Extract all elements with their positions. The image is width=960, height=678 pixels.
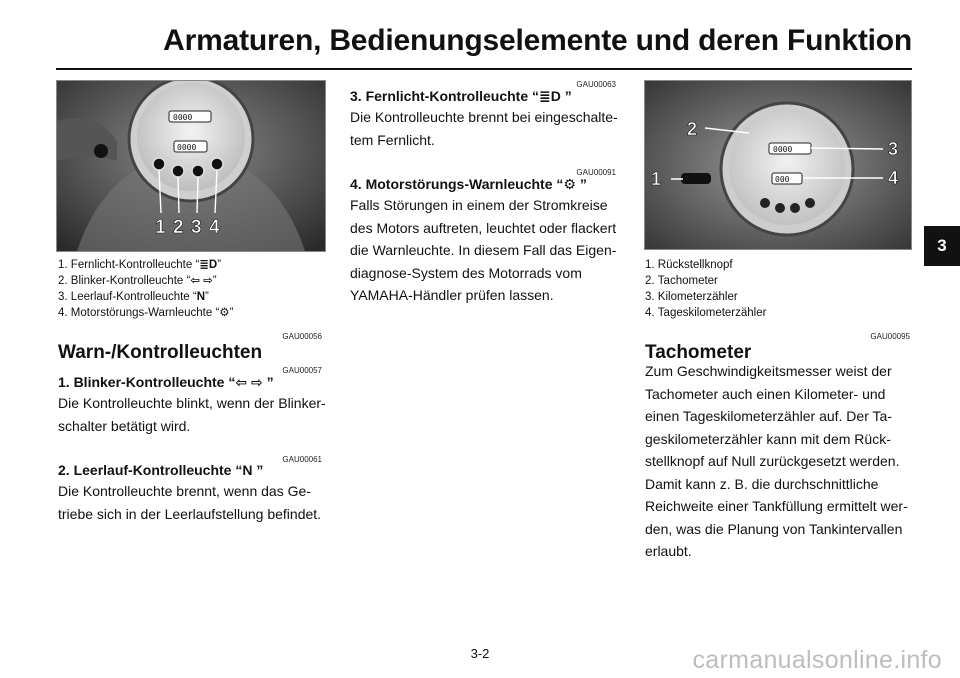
caption-item-1: 1. Fernlicht-Kontrolleuchte “≣D” <box>58 259 222 271</box>
caption-item-4: 4. Motorstörungs-Warnleuchte “⚙” <box>58 307 234 319</box>
doc-code: GAU00095 <box>870 332 910 341</box>
paragraph-engine-warning: Falls Störungen in einem der Stromkreise des Motors auftreten, leuchtet oder flackert die Warnleuchte. In diesem Fall das Eigen-diagnose-System des Motorrads vom YAMAHA-Händler prüfen lassen. <box>350 197 617 303</box>
turn-signal-icon: ⇦ ⇨ <box>235 374 263 390</box>
odometer-digits: 0000 <box>173 113 193 122</box>
left-caption-list <box>58 257 233 321</box>
neutral-symbol: N <box>196 291 206 303</box>
indicator-light-1 <box>153 158 165 170</box>
high-beam-icon: ≣D <box>539 88 561 104</box>
caption-item-3: 3. Kilometerzähler <box>645 291 738 303</box>
subheading-engine-warning: 4. Motorstörungs-Warnleuchte “⚙ ” <box>350 176 587 192</box>
callout-3: 3 <box>888 139 899 159</box>
caption-item-4: 4. Tageskilometerzähler <box>645 307 767 319</box>
paragraph-tachometer: Zum Geschwindigkeitsmesser weist der Tachometer auch einen Kilometer- und einen Tageskilometerzähler auf. Der Ta-geskilometerzähler kann mit dem Rück-stellknopf auf Null zurückgesetzt werden. Damit kann z. B. die durchschnittliche Reichweite einer Tankfüllung ermittelt wer-den, was die Planung von Tankintervallen erlaubt. <box>645 363 908 559</box>
engine-warning-icon: ⚙ <box>219 307 230 319</box>
high-beam-icon: ≣D <box>199 259 218 271</box>
callout-1: 1 <box>155 217 166 238</box>
doc-code: GAU00057 <box>282 366 322 375</box>
odometer-digits: 0000 <box>773 145 793 154</box>
tripmeter-digits: 0000 <box>177 143 197 152</box>
instrument-photo-left <box>56 80 326 252</box>
callout-1: 1 <box>651 169 662 189</box>
callout-4: 4 <box>888 168 899 188</box>
paragraph-blinker: Die Kontrolleuchte blinkt, wenn der Blinker-schalter betätigt wird. <box>58 395 326 434</box>
turn-signal-icon: ⇦ ⇨ <box>190 275 213 287</box>
caption-item-1: 1. Rückstellknopf <box>645 259 733 271</box>
caption-item-3: 3. Leerlauf-Kontrolleuchte “N” <box>58 291 209 303</box>
subheading-high-beam: 3. Fernlicht-Kontrolleuchte “≣D ” <box>350 88 572 104</box>
caption-item-2: 2. Tachometer <box>645 275 718 287</box>
callout-2: 2 <box>173 217 184 238</box>
header-rule <box>56 68 912 70</box>
doc-code: GAU00056 <box>282 332 322 341</box>
neutral-symbol: N <box>242 462 253 478</box>
callout-3: 3 <box>191 217 202 238</box>
page-number: 3-2 <box>470 646 490 661</box>
tripmeter-digits: 000 <box>775 175 790 184</box>
chapter-tab[interactable]: 3 <box>924 226 960 266</box>
caption-item-2: 2. Blinker-Kontrolleuchte “⇦ ⇨” <box>58 275 217 287</box>
subheading-neutral: 2. Leerlauf-Kontrolleuchte “N ” <box>58 462 264 478</box>
right-caption-list <box>645 257 766 321</box>
section-heading-tachometer: Tachometer <box>645 342 752 363</box>
tachometer-photo-right <box>644 80 912 250</box>
reset-knob <box>681 173 711 184</box>
doc-code: GAU00063 <box>576 80 616 89</box>
indicator-light-4 <box>211 158 223 170</box>
callout-4: 4 <box>209 217 220 238</box>
doc-code: GAU00061 <box>282 455 322 464</box>
engine-warning-icon: ⚙ <box>563 176 576 192</box>
paragraph-high-beam: Die Kontrolleuchte brennt bei eingeschalte-tem Fernlicht. <box>350 109 618 148</box>
subheading-blinker: 1. Blinker-Kontrolleuchte “⇦ ⇨ ” <box>58 374 274 390</box>
page-title: Armaturen, Bedienungselemente und deren Funktion <box>163 24 912 57</box>
section-heading-warn: Warn-/Kontrolleuchten <box>58 342 263 363</box>
indicator-light-2 <box>172 165 184 177</box>
paragraph-neutral: Die Kontrolleuchte brennt, wenn das Ge-triebe sich in der Leerlaufstellung befindet. <box>58 483 322 522</box>
watermark: carmanualsonline.info <box>692 646 942 674</box>
indicator-light-3 <box>192 165 204 177</box>
doc-code: GAU00091 <box>576 168 616 177</box>
callout-2: 2 <box>687 119 698 139</box>
